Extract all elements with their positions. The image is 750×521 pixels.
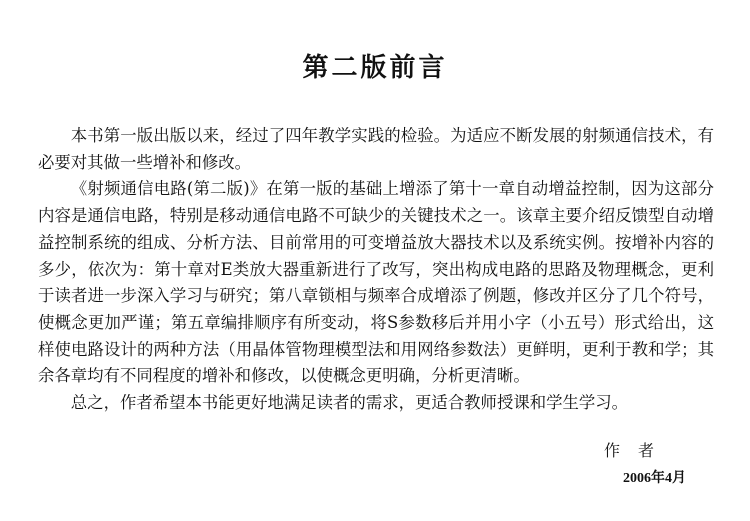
preface-body bbox=[38, 123, 714, 417]
paragraph-2: 《射频通信电路(第二版)》在第一版的基础上增添了第十一章自动增益控制，因为这部分内容是通信电路，特别是移动通信电路不可缺少的关键技术之一。该章主要介绍反馈型自动增益控制系统的组成、分析方法、目前常用的可变增益放大器技术以及系统实例。按增补内容的多少，依次为：第十章对E类放大器重新进行了改写，突出构成电路的思路及物理概念，更利于读者进一步深入学习与研究；第八章锁相与频率合成增添了例题，修改并区分了几个符号，使概念更加严谨；第五章编排顺序有所变动，将S参数移后并用小字（小五号）形式给出，这样使电路设计的两种方法（用晶体管物理模型法和用网络参数法）更鲜明，更利于教和学；其余各章均有不同程度的增补和修改，以使概念更明确，分析更清晰。 bbox=[38, 179, 714, 386]
author-signature: 作者 bbox=[603, 441, 672, 460]
page-title: 第二版前言 bbox=[302, 53, 448, 83]
date-line: 2006年4月 bbox=[623, 471, 686, 486]
paragraph-1: 本书第一版出版以来，经过了四年教学实践的检验。为适应不断发展的射频通信技术，有必要对其做一些增补和修改。 bbox=[38, 126, 714, 172]
paragraph-3: 总之，作者希望本书能更好地满足读者的需求，更适合教师授课和学生学习。 bbox=[70, 393, 629, 413]
